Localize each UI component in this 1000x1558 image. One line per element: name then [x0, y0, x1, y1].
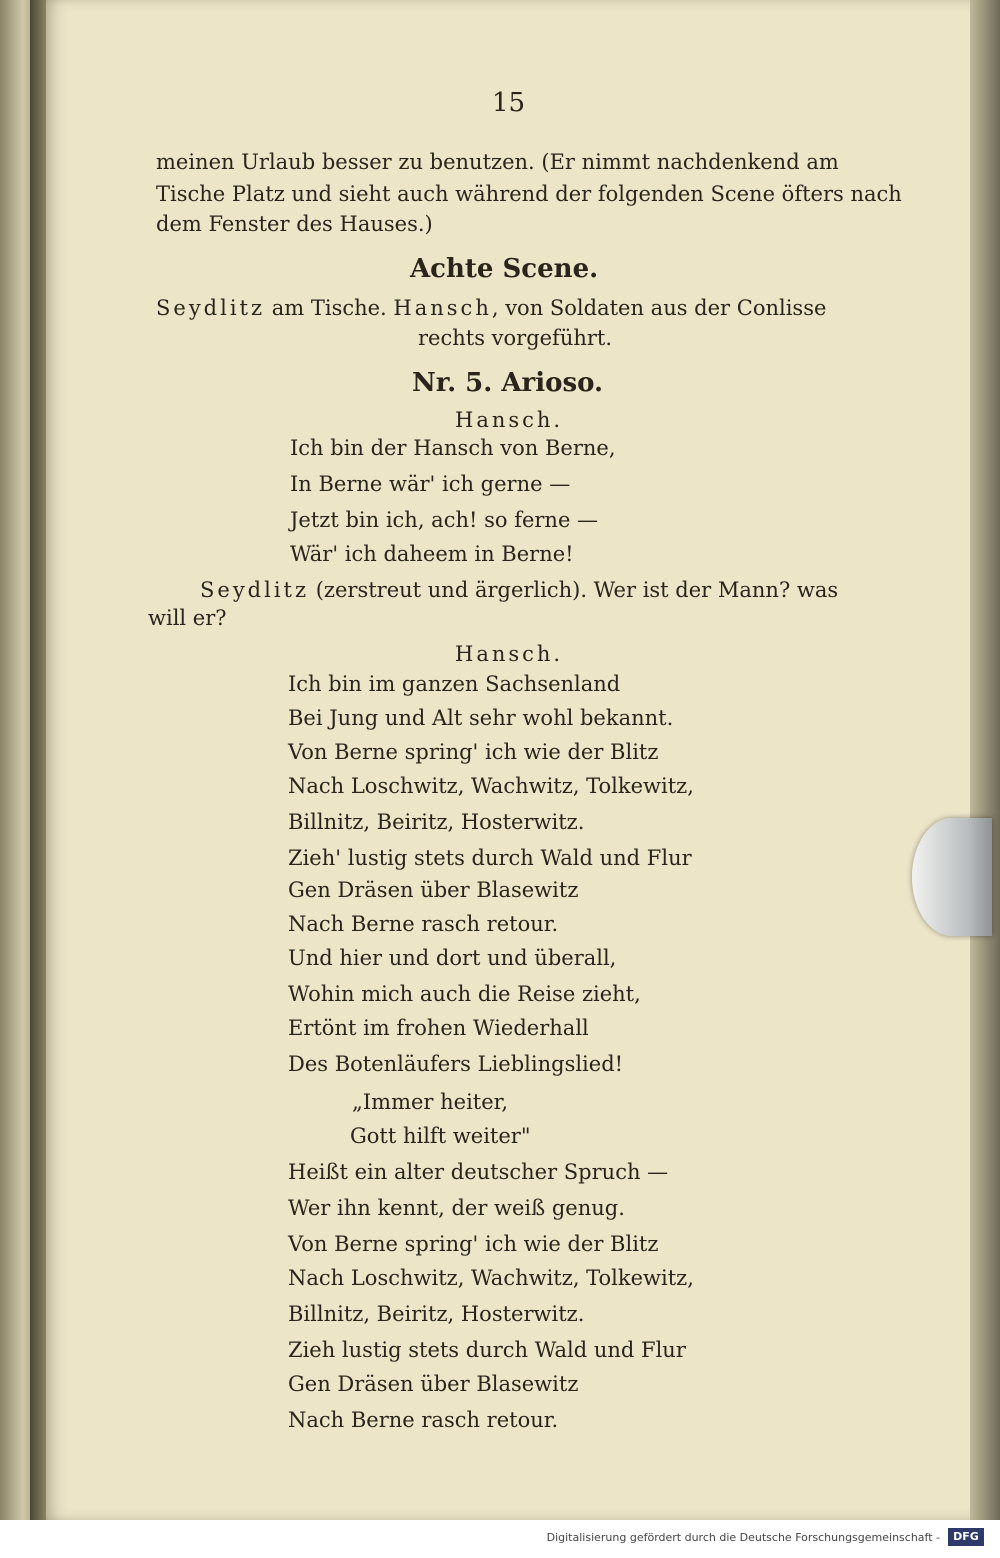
verse-line: Wär' ich daheem in Berne!	[290, 542, 574, 566]
character-name: Hansch	[393, 296, 492, 320]
verse-line: Nach Loschwitz, Wachwitz, Tolkewitz,	[288, 1266, 694, 1290]
verse-line: Heißt ein alter deutscher Spruch —	[288, 1160, 669, 1184]
verse-line: Des Botenläufers Lieblingslied!	[288, 1052, 624, 1076]
scene-title: Achte Scene.	[410, 254, 599, 284]
verse-line: Nach Berne rasch retour.	[288, 912, 559, 936]
verse-line: Billnitz, Beiritz, Hosterwitz.	[288, 1302, 585, 1326]
verse-line: Wohin mich auch die Reise zieht,	[288, 982, 641, 1006]
verse-line: Jetzt bin ich, ach! so ferne —	[290, 508, 599, 532]
speaker-name: Hansch.	[455, 408, 564, 432]
stage-direction	[156, 296, 826, 320]
seydlitz-line	[200, 578, 838, 602]
verse-line: Zieh lustig stets durch Wald und Flur	[288, 1338, 686, 1362]
right-page-edge	[970, 0, 1000, 1520]
dialogue-text: (zerstreut und ärgerlich). Wer ist der Mann? was	[309, 578, 839, 602]
verse-line: In Berne wär' ich gerne —	[290, 472, 571, 496]
number-title: Nr. 5. Arioso.	[412, 368, 604, 398]
intro-line: dem Fenster des Hauses.)	[156, 212, 433, 236]
motto-line: „Immer heiter,	[352, 1090, 509, 1114]
verse-line: Von Berne spring' ich wie der Blitz	[288, 740, 659, 764]
verse-line: Zieh' lustig stets durch Wald und Flur	[288, 846, 692, 870]
verse-line: Bei Jung und Alt sehr wohl bekannt.	[288, 706, 674, 730]
verse-line: Nach Loschwitz, Wachwitz, Tolkewitz,	[288, 774, 694, 798]
dfg-logo: DFG	[948, 1528, 984, 1546]
verse-line: Ertönt im frohen Wiederhall	[288, 1016, 589, 1040]
footer-bar	[0, 1520, 1000, 1558]
page-clip-tab	[912, 818, 992, 936]
verse-line: Billnitz, Beiritz, Hosterwitz.	[288, 810, 585, 834]
stage-direction-text: am Tische.	[265, 296, 394, 320]
character-name: Seydlitz	[200, 578, 310, 602]
dialogue-continued: will er?	[148, 606, 227, 630]
book-gutter	[30, 0, 46, 1520]
verse-line: Wer ihn kennt, der weiß genug.	[288, 1196, 625, 1220]
verse-line: Ich bin der Hansch von Berne,	[290, 436, 616, 460]
character-name: Seydlitz	[156, 296, 266, 320]
verse-line: Gen Dräsen über Blasewitz	[288, 1372, 579, 1396]
page-number: 15	[492, 88, 526, 118]
verse-line: Ich bin im ganzen Sachsenland	[288, 672, 621, 696]
verse-line: Nach Berne rasch retour.	[288, 1408, 559, 1432]
speaker-name: Hansch.	[455, 642, 564, 666]
stage-direction-continued: rechts vorgeführt.	[418, 326, 613, 350]
intro-line: Tische Platz und sieht auch während der folgenden Scene öfters nach	[156, 182, 902, 206]
verse-line: Von Berne spring' ich wie der Blitz	[288, 1232, 659, 1256]
verse-line: Und hier und dort und überall,	[288, 946, 617, 970]
funding-notice: Digitalisierung gefördert durch die Deutsche Forschungsgemeinschaft -	[546, 1531, 940, 1544]
stage-direction-text: , von Soldaten aus der Conlisse	[491, 296, 827, 320]
intro-line: meinen Urlaub besser zu benutzen. (Er nimmt nachdenkend am	[156, 150, 839, 174]
motto-line: Gott hilft weiter"	[350, 1124, 531, 1148]
verse-line: Gen Dräsen über Blasewitz	[288, 878, 579, 902]
